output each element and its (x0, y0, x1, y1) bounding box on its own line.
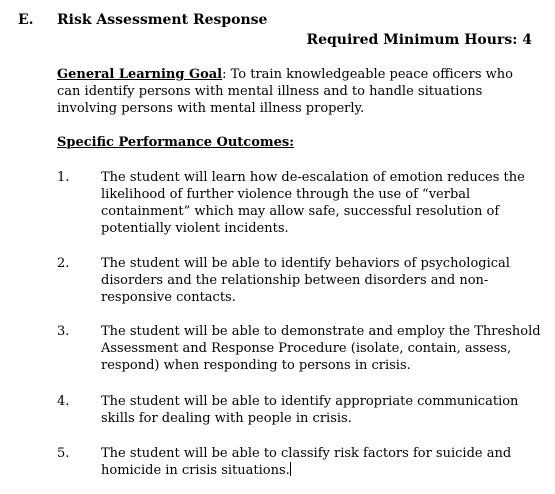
goal-text: : To train knowledgeable peace officers who can identify persons with mental illness and to handle situations involving persons with mental illness properly. (57, 67, 513, 116)
outcome-text: The student will learn how de-escalation of emotion reduces the likelihood of further violence through the use of “verbal containment” which may allow safe, successful resolution of potentially violent incidents. (101, 170, 525, 236)
outcome-number: 3. (57, 324, 70, 339)
text-cursor (290, 462, 291, 476)
section-letter: E. (18, 12, 34, 28)
outcome-text-wrapper (101, 445, 541, 479)
required-hours: Required Minimum Hours: 4 (306, 32, 532, 48)
outcome-text: The student will be able to identify appropriate communication skills for dealing with people in crisis. (101, 394, 519, 426)
outcomes-label: Specific Performance Outcomes (57, 135, 290, 150)
outcome-number: 4. (57, 394, 70, 409)
goal-label: General Learning Goal (57, 67, 223, 82)
section-title: Risk Assessment Response (57, 12, 268, 28)
outcomes-heading (57, 135, 294, 150)
outcome-text: The student will be able to classify risk factors for suicide and homicide in crisis situations. (101, 446, 512, 478)
outcome-text: The student will be able to identify behaviors of psychological disorders and the relationship between disorders and non-responsive contacts. (101, 256, 510, 305)
outcomes-label-suffix: : (289, 135, 295, 150)
outcome-number: 2. (57, 256, 70, 271)
outcome-number: 5. (57, 446, 70, 461)
outcome-text: The student will be able to demonstrate and employ the Threshold Assessment and Response Procedure (isolate, contain, assess, respond) when responding to persons in crisis. (101, 324, 541, 373)
general-learning-goal (57, 66, 527, 117)
outcome-number: 1. (57, 170, 70, 185)
